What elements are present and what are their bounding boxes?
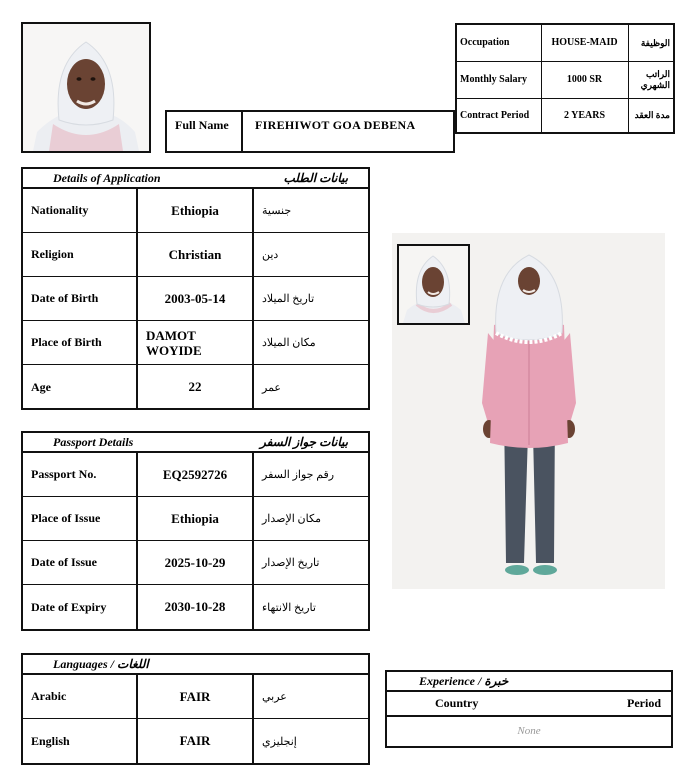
occupation-label: Occupation	[456, 24, 541, 61]
experience-column-headers	[387, 692, 671, 717]
application-header	[23, 169, 368, 189]
date-of-expiry-label: Date of Expiry	[23, 585, 138, 629]
date-of-issue-row	[23, 541, 368, 585]
experience-section	[385, 670, 673, 748]
salary-label: Monthly Salary	[456, 61, 541, 98]
age-value: 22	[138, 365, 254, 409]
religion-value: Christian	[138, 233, 254, 276]
english-label: English	[23, 719, 138, 763]
nationality-value: Ethiopia	[138, 189, 254, 232]
date-of-issue-label: Date of Issue	[23, 541, 138, 584]
age-row	[23, 365, 368, 409]
occupation-label-ar: الوظيفة	[628, 24, 674, 61]
dob-value: 2003-05-14	[138, 277, 254, 320]
english-row	[23, 719, 368, 763]
passport-details-section	[21, 431, 370, 631]
applicant-headshot-photo	[21, 22, 151, 153]
passport-title: Passport Details	[53, 434, 134, 449]
age-label: Age	[23, 365, 138, 409]
place-of-birth-label-ar: مكان الميلاد	[262, 337, 316, 349]
place-of-birth-value: DAMOT WOYIDE	[138, 321, 254, 364]
passport-no-row	[23, 453, 368, 497]
arabic-row	[23, 675, 368, 719]
passport-no-value: EQ2592726	[138, 453, 254, 496]
passport-no-label: Passport No.	[23, 453, 138, 496]
contract-row	[456, 98, 674, 133]
date-of-expiry-value: 2030-10-28	[138, 585, 254, 629]
nationality-row	[23, 189, 368, 233]
place-of-issue-value: Ethiopia	[138, 497, 254, 540]
place-of-issue-row	[23, 497, 368, 541]
full-name-label: Full Name	[167, 112, 243, 151]
contract-label-ar: مدة العقد	[628, 98, 674, 133]
place-of-birth-row	[23, 321, 368, 365]
headshot-image	[23, 24, 149, 151]
salary-row	[456, 61, 674, 98]
application-title-ar: بيانات الطلب	[283, 170, 348, 185]
experience-country-header: Country	[435, 696, 479, 710]
age-label-ar: عمر	[262, 381, 281, 394]
passport-title-ar: بيانات جواز السفر	[259, 434, 348, 449]
salary-label-ar: الراتب الشهري	[628, 61, 674, 98]
religion-row	[23, 233, 368, 277]
experience-empty-text: None	[517, 724, 541, 737]
application-title: Details of Application	[53, 170, 161, 185]
inset-headshot-image	[399, 246, 468, 323]
dob-row	[23, 277, 368, 321]
languages-title: Languages / اللغات	[53, 656, 149, 671]
date-of-issue-label-ar: تاريخ الإصدار	[262, 557, 320, 569]
inset-headshot-photo	[397, 244, 470, 325]
english-label-ar: إنجليزي	[262, 735, 297, 748]
nationality-label-ar: جنسية	[262, 205, 292, 217]
experience-title: Experience / خبرة	[387, 672, 671, 692]
languages-section	[21, 653, 370, 765]
occupation-row	[456, 24, 674, 61]
arabic-value: FAIR	[138, 675, 254, 718]
full-name-box	[165, 110, 455, 153]
dob-label-ar: تاريخ الميلاد	[262, 293, 315, 305]
date-of-expiry-label-ar: تاريخ الانتهاء	[262, 601, 316, 614]
full-name-value: FIREHIWOT GOA DEBENA	[255, 118, 416, 132]
languages-header	[23, 655, 368, 675]
religion-label-ar: دين	[262, 249, 279, 261]
arabic-label: Arabic	[23, 675, 138, 718]
passport-no-label-ar: رقم جواز السفر	[262, 469, 335, 481]
application-details-section	[21, 167, 370, 410]
date-of-expiry-row	[23, 585, 368, 629]
religion-label: Religion	[23, 233, 138, 276]
job-info-table	[455, 23, 675, 134]
place-of-issue-label: Place of Issue	[23, 497, 138, 540]
passport-header	[23, 433, 368, 453]
nationality-label: Nationality	[23, 189, 138, 232]
salary-value: 1000 SR	[541, 61, 628, 98]
place-of-birth-label: Place of Birth	[23, 321, 138, 364]
experience-period-header: Period	[627, 696, 661, 710]
date-of-issue-value: 2025-10-29	[138, 541, 254, 584]
english-value: FAIR	[138, 719, 254, 763]
dob-label: Date of Birth	[23, 277, 138, 320]
contract-label: Contract Period	[456, 98, 541, 133]
occupation-value: HOUSE-MAID	[541, 24, 628, 61]
contract-value: 2 YEARS	[541, 98, 628, 133]
arabic-label-ar: عربي	[262, 691, 287, 703]
place-of-issue-label-ar: مكان الإصدار	[262, 513, 321, 525]
